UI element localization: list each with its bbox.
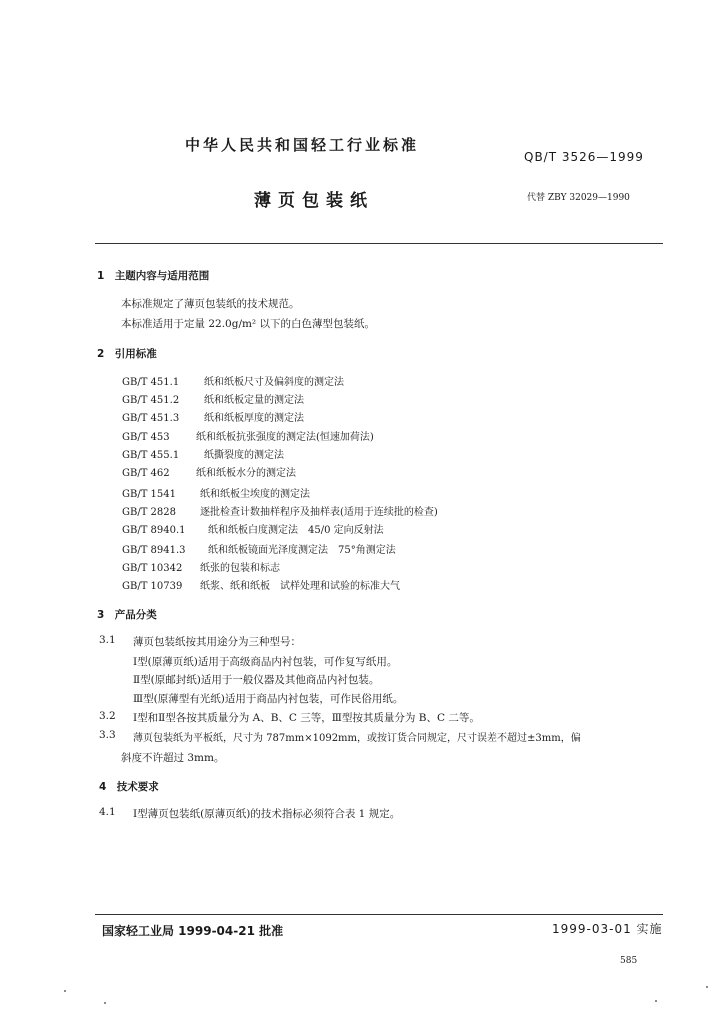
- reference-title: 逐批检查计数抽样程序及抽样表(适用于连续批的检查): [200, 507, 438, 518]
- reference-title: 纸撕裂度的测定法: [204, 450, 284, 461]
- clause-3-1-text: 薄页包装纸按其用途分为三种型号：: [133, 636, 301, 648]
- reference-title: 纸和纸板定量的测定法: [204, 395, 304, 406]
- section-1-heading: 1 主题内容与适用范围: [97, 270, 210, 282]
- reference-code: GB/T 455.1: [122, 450, 180, 461]
- reference-item: [122, 373, 344, 388]
- clause-4-1-number: 4.1: [99, 806, 116, 818]
- reference-title: 纸和纸板镜面光泽度测定法 75°角测定法: [208, 545, 396, 556]
- clause-3-2-number: 3.2: [99, 710, 116, 722]
- replaces-standard: 代替 ZBY 32029—1990: [527, 193, 630, 203]
- clause-3-3-text-continued: 斜度不许超过 3mm。: [121, 752, 225, 764]
- section-1-paragraph-1: 本标准规定了薄页包装纸的技术规范。: [121, 298, 300, 310]
- section-1-paragraph-2: 本标准适用于定量 22.0g/m² 以下的白色薄型包装纸。: [121, 318, 375, 330]
- approval-date: 国家轻工业局 1999-04-21 批准: [102, 924, 284, 938]
- reference-item: [122, 464, 296, 479]
- reference-code: GB/T 2828: [122, 507, 177, 518]
- reference-title: 纸张的包装和标志: [200, 563, 280, 574]
- section-4-heading: 4 技术要求: [99, 781, 159, 793]
- clause-3-2-text: Ⅰ型和Ⅱ型各按其质量分为 A、B、C 三等，Ⅲ型按其质量分为 B、C 二等。: [133, 712, 480, 724]
- reference-title: 纸和纸板厚度的测定法: [204, 413, 304, 424]
- type-2-description: Ⅱ型(原邮封纸)适用于一般仪器及其他商品内衬包装。: [133, 674, 380, 686]
- reference-item: [122, 409, 304, 424]
- reference-item: [122, 559, 280, 574]
- reference-title: 纸和纸板白度测定法 45/0 定向反射法: [208, 525, 384, 536]
- reference-item: [122, 391, 304, 406]
- reference-code: GB/T 8940.1: [122, 525, 186, 536]
- effective-date: 1999-03-01 实施: [552, 922, 663, 936]
- reference-code: GB/T 10739: [122, 581, 183, 592]
- page-number: 585: [620, 956, 638, 966]
- type-3-description: Ⅲ型(原薄型有光纸)适用于商品内衬包装，可作民俗用纸。: [133, 693, 404, 705]
- reference-item: [122, 485, 310, 500]
- reference-title: 纸和纸板水分的测定法: [196, 468, 296, 479]
- standard-code: QB/T 3526—1999: [524, 150, 644, 164]
- reference-item: [122, 541, 396, 556]
- reference-code: GB/T 462: [122, 468, 170, 479]
- reference-title: 纸浆、纸和纸板 试样处理和试验的标准大气: [200, 581, 400, 592]
- reference-code: GB/T 1541: [122, 489, 177, 500]
- scan-speck: [655, 1000, 657, 1002]
- reference-item: [122, 503, 438, 518]
- reference-code: GB/T 10342: [122, 563, 183, 574]
- reference-code: GB/T 451.1: [122, 377, 180, 388]
- clause-3-1-number: 3.1: [99, 634, 116, 646]
- reference-item: [122, 521, 384, 536]
- reference-item: [122, 428, 374, 443]
- reference-code: GB/T 451.3: [122, 413, 180, 424]
- reference-title: 纸和纸板抗张强度的测定法(恒速加荷法): [196, 432, 374, 443]
- scan-speck: [104, 1002, 106, 1004]
- reference-title: 纸和纸板尺寸及偏斜度的测定法: [204, 377, 344, 388]
- reference-code: GB/T 8941.3: [122, 545, 186, 556]
- clause-3-3-number: 3.3: [99, 729, 116, 741]
- footer-divider: [95, 914, 663, 915]
- reference-code: GB/T 453: [122, 432, 170, 443]
- reference-title: 纸和纸板尘埃度的测定法: [200, 489, 310, 500]
- clause-3-3-text: 薄页包装纸为平板纸，尺寸为 787mm×1092mm，或按订货合同规定，尺寸误差不超过±3mm，偏: [133, 733, 581, 744]
- reference-item: [122, 446, 284, 461]
- type-1-description: Ⅰ型(原薄页纸)适用于高级商品内衬包装，可作复写纸用。: [133, 656, 398, 668]
- reference-item: [122, 577, 400, 592]
- org-title: 中华人民共和国轻工行业标准: [185, 136, 420, 154]
- reference-code: GB/T 451.2: [122, 395, 180, 406]
- header-divider: [95, 243, 663, 244]
- clause-4-1-text: Ⅰ型薄页包装纸(原薄页纸)的技术指标必须符合表 1 规定。: [133, 808, 401, 820]
- section-2-heading: 2 引用标准: [97, 348, 157, 360]
- document-title: 薄页包装纸: [254, 191, 374, 211]
- section-3-heading: 3 产品分类: [97, 609, 157, 621]
- scan-speck: [706, 986, 708, 988]
- scan-speck: [64, 990, 66, 992]
